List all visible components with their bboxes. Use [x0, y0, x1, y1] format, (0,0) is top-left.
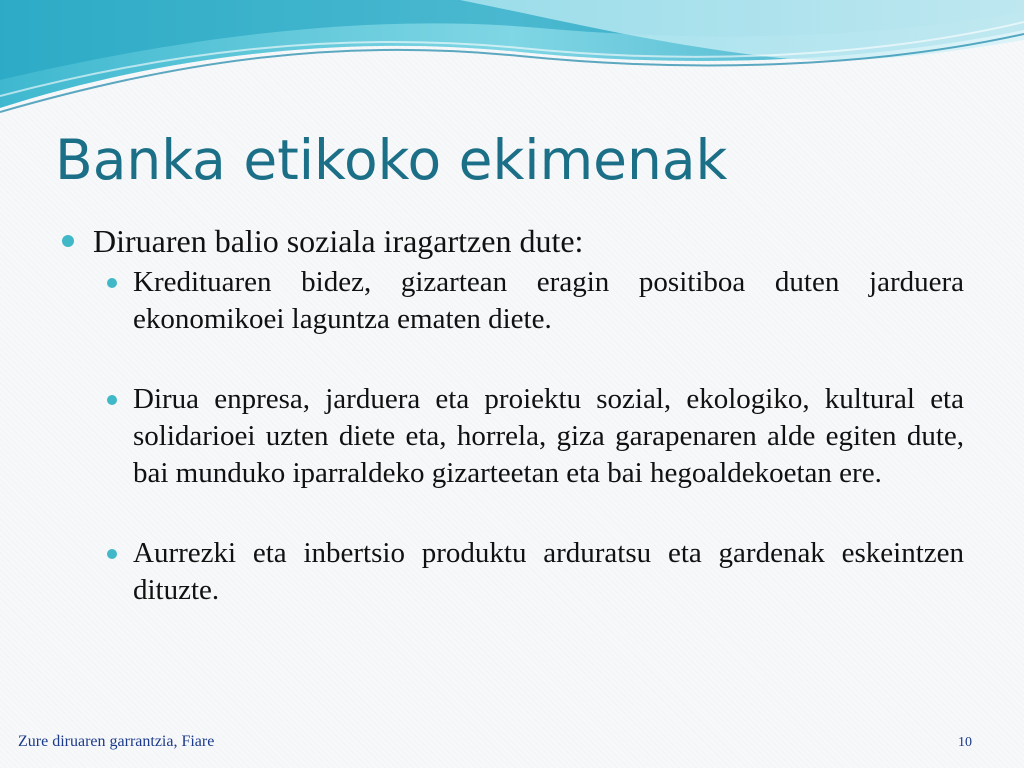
sub-bullet-text: Dirua enpresa, jarduera eta proiektu sozial, ekologiko, kultural eta solidarioei uzten diete eta, horrela, giza garapenaren alde egiten dute, bai munduko iparraldeko gizarteetan eta bai hegoaldekoetan ere. — [133, 383, 964, 489]
bullet-dot-icon — [107, 278, 117, 288]
bullet-dot-icon — [107, 395, 117, 405]
sub-bullet-text: Kredituaren bidez, gizartean eragin positiboa duten jarduera ekonomikoei laguntza ematen diete. — [133, 266, 964, 335]
main-bullet-text: Diruaren balio soziala iragartzen dute: — [93, 223, 584, 259]
sub-bullet — [107, 535, 964, 609]
header-wave-decoration — [0, 0, 1024, 120]
slide-body — [62, 222, 964, 609]
footer-caption: Zure diruaren garrantzia, Fiare — [18, 733, 215, 750]
main-bullet — [62, 222, 964, 260]
bullet-dot-icon — [107, 549, 117, 559]
page-number: 10 — [958, 735, 972, 750]
bullet-dot-icon — [62, 235, 74, 247]
sub-bullet — [107, 264, 964, 338]
sub-bullet — [107, 381, 964, 492]
slide-title: Banka etikoko ekimenak — [55, 128, 728, 192]
sub-bullet-text: Aurrezki eta inbertsio produktu arduratsu eta gardenak eskeintzen dituzte. — [133, 537, 964, 606]
